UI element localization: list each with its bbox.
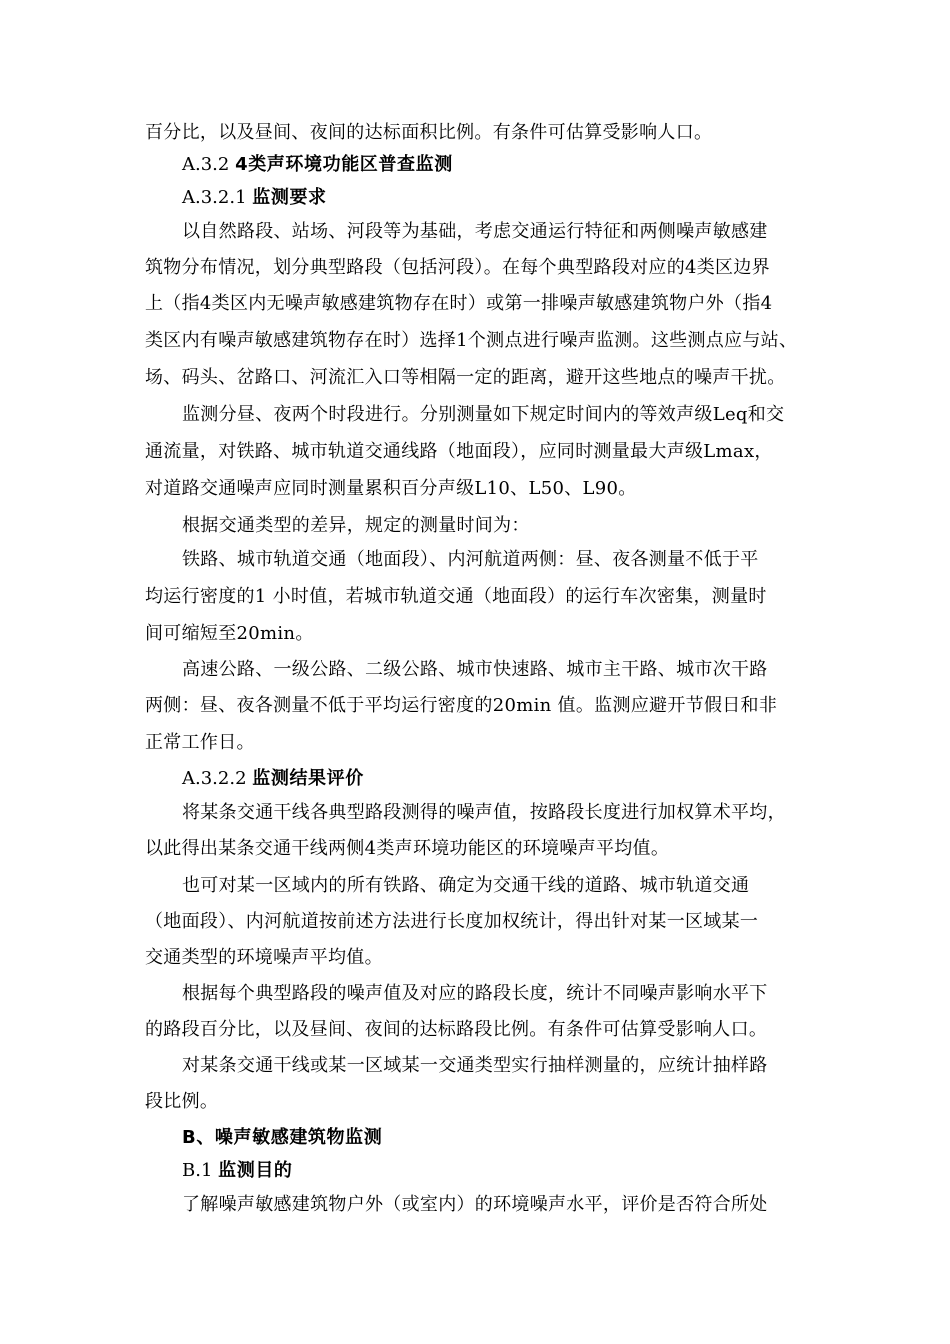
paragraph-line: 筑物分布情况，划分典型路段（包括河段）。在每个典型路段对应的4类区边界 bbox=[145, 257, 770, 278]
section-number: A.3.2 bbox=[182, 154, 236, 175]
section-number: B.1 bbox=[182, 1160, 219, 1181]
paragraph-line: 对某条交通干线或某一区域某一交通类型实行抽样测量的，应统计抽样路 bbox=[182, 1055, 768, 1076]
section-heading-b-1 bbox=[182, 1159, 293, 1183]
paragraph-line: 的路段百分比，以及昼间、夜间的达标路段比例。有条件可估算受影响人口。 bbox=[145, 1019, 768, 1040]
section-heading-a-3-2 bbox=[182, 153, 453, 177]
paragraph-line: （地面段）、内河航道按前述方法进行长度加权统计，得出针对某一区域某一 bbox=[145, 911, 759, 932]
paragraph-line: 两侧：昼、夜各测量不低于平均运行密度的20min 值。监测应避开节假日和非 bbox=[145, 695, 778, 716]
paragraph-line: 均运行密度的1 小时值，若城市轨道交通（地面段）的运行车次密集，测量时 bbox=[145, 586, 767, 607]
section-number: A.3.2.1 bbox=[182, 187, 253, 208]
paragraph-line: 间可缩短至20min。 bbox=[145, 623, 314, 644]
section-heading-a-3-2-1 bbox=[182, 186, 327, 210]
section-title: 监测目的 bbox=[218, 1160, 293, 1181]
section-title: B、噪声敏感建筑物监测 bbox=[182, 1127, 383, 1148]
section-heading-b bbox=[182, 1126, 382, 1150]
paragraph-line: 以此得出某条交通干线两侧4类声环境功能区的环境噪声平均值。 bbox=[145, 838, 670, 859]
paragraph-line: 铁路、城市轨道交通（地面段）、内河航道两侧：昼、夜各测量不低于平 bbox=[182, 549, 759, 570]
paragraph-line: 通流量，对铁路、城市轨道交通线路（地面段），应同时测量最大声级Lmax， bbox=[145, 441, 773, 462]
paragraph-line: 对道路交通噪声应同时测量累积百分声级L10、L50、L90。 bbox=[145, 478, 637, 499]
section-heading-a-3-2-2 bbox=[182, 767, 364, 791]
section-number: A.3.2.2 bbox=[182, 768, 253, 789]
paragraph-line: 也可对某一区域内的所有铁路、确定为交通干线的道路、城市轨道交通 bbox=[182, 875, 750, 896]
paragraph-line: 上（指4类区内无噪声敏感建筑物存在时）或第一排噪声敏感建筑物户外（指4 bbox=[145, 293, 773, 314]
paragraph-line: 以自然路段、站场、河段等为基础，考虑交通运行特征和两侧噪声敏感建 bbox=[182, 221, 768, 242]
paragraph-line: 高速公路、一级公路、二级公路、城市快速路、城市主干路、城市次干路 bbox=[182, 659, 768, 680]
paragraph-line: 监测分昼、夜两个时段进行。分别测量如下规定时间内的等效声级Leq和交 bbox=[182, 404, 785, 425]
paragraph-line: 了解噪声敏感建筑物户外（或室内）的环境噪声水平，评价是否符合所处 bbox=[182, 1194, 768, 1215]
section-title: 监测要求 bbox=[252, 187, 327, 208]
paragraph-line: 将某条交通干线各典型路段测得的噪声值，按路段长度进行加权算术平均， bbox=[182, 802, 786, 823]
paragraph-line: 百分比，以及昼间、夜间的达标面积比例。有条件可估算受影响人口。 bbox=[145, 122, 713, 143]
section-title: 4类声环境功能区普查监测 bbox=[235, 154, 453, 175]
paragraph-line: 根据交通类型的差异，规定的测量时间为： bbox=[182, 515, 530, 536]
paragraph-line: 场、码头、岔路口、河流汇入口等相隔一定的距离，避开这些地点的噪声干扰。 bbox=[145, 367, 786, 388]
paragraph-line: 类区内有噪声敏感建筑物存在时）选择1个测点进行噪声监测。这些测点应与站、 bbox=[145, 330, 798, 351]
section-title: 监测结果评价 bbox=[252, 768, 364, 789]
paragraph-line: 交通类型的环境噪声平均值。 bbox=[145, 947, 383, 968]
paragraph-line: 段比例。 bbox=[145, 1091, 219, 1112]
paragraph-line: 正常工作日。 bbox=[145, 732, 255, 753]
paragraph-line: 根据每个典型路段的噪声值及对应的路段长度，统计不同噪声影响水平下 bbox=[182, 983, 768, 1004]
